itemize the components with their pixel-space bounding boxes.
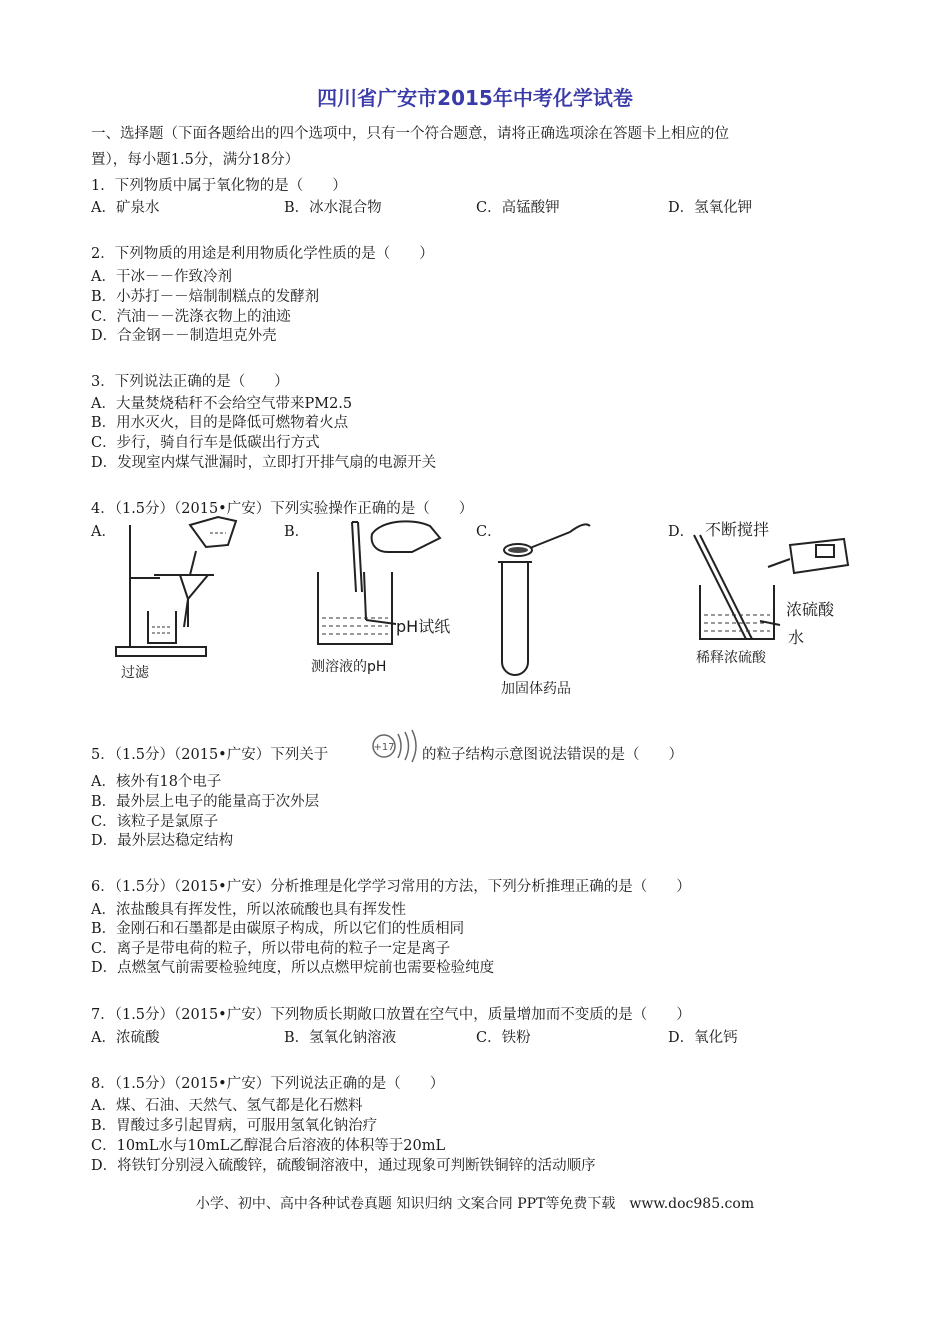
q1-option-c: C．高锰酸钾: [476, 200, 560, 216]
acid-label: 浓硫酸: [786, 600, 835, 619]
q4-caption-c: 加固体药品: [501, 681, 571, 697]
q8-option-c: C．10mL水与10mL乙醇混合后溶液的体积等于20mL: [91, 1138, 446, 1154]
q7-option-d: D．氧化钙: [668, 1030, 738, 1046]
q1-option-d: D．氢氧化钾: [668, 200, 753, 216]
q7-stem: 7．（1.5分）（2015•广安）下列物质长期敞口放置在空气中，质量增加而不变质的是（ ）: [91, 1007, 691, 1023]
filtration-figure: [110, 515, 270, 665]
q3-option-b: B．用水灭火，目的是降低可燃物着火点: [91, 415, 349, 431]
q2-option-d: D．合金钢－－制造坦克外壳: [91, 328, 277, 344]
q2-option-a: A．干冰－－作致冷剂: [91, 269, 232, 285]
section-heading-line1: 一、选择题（下面各题给出的四个选项中，只有一个符合题意，请将正确选项涂在答题卡上相应的位: [91, 126, 729, 142]
q6-option-d: D．点燃氢气前需要检验纯度，所以点燃甲烷前也需要检验纯度: [91, 960, 495, 976]
atom-nucleus-label: +17: [373, 742, 395, 753]
q5-option-b: B．最外层上电子的能量高于次外层: [91, 794, 320, 810]
q8-option-d: D．将铁钉分别浸入硫酸锌，硫酸铜溶液中，通过现象可判断铁铜锌的活动顺序: [91, 1158, 596, 1174]
solid-adding-figure: [498, 512, 618, 677]
q4-option-a-letter: A．: [91, 524, 116, 540]
q2-stem: 2．下列物质的用途是利用物质化学性质的是（ ）: [91, 246, 434, 262]
q7-option-a: A．浓硫酸: [91, 1030, 160, 1046]
q3-option-a: A．大量焚烧秸秆不会给空气带来PM2.5: [91, 396, 353, 412]
q6-option-c: C．离子是带电荷的粒子，所以带电荷的粒子一定是离子: [91, 941, 451, 957]
q3-stem: 3．下列说法正确的是（ ）: [91, 374, 289, 390]
q6-option-a: A．浓盐酸具有挥发性，所以浓硫酸也具有挥发性: [91, 902, 406, 918]
acid-dilution-figure: [694, 535, 864, 645]
q4-option-b-letter: B．: [284, 524, 310, 540]
q8-option-b: B．胃酸过多引起胃病，可服用氢氧化钠治疗: [91, 1118, 378, 1134]
q3-option-c: C．步行，骑自行车是低碳出行方式: [91, 435, 320, 451]
q6-option-b: B．金刚石和石墨都是由碳原子构成，所以它们的性质相同: [91, 921, 465, 937]
q4-caption-b: 测溶液的pH: [311, 659, 387, 675]
q8-stem: 8．（1.5分）（2015•广安）下列说法正确的是（ ）: [91, 1076, 445, 1092]
ph-paper-label: pH试纸: [396, 617, 451, 636]
atom-structure-figure: [370, 726, 422, 766]
q4-caption-a: 过滤: [121, 665, 149, 681]
q4-stem: 4．（1.5分）（2015•广安）下列实验操作正确的是（ ）: [91, 501, 474, 517]
q4-caption-d: 稀释浓硫酸: [696, 650, 766, 666]
q3-option-d: D．发现室内煤气泄漏时，立即打开排气扇的电源开关: [91, 455, 437, 471]
water-label: 水: [788, 628, 805, 647]
q7-option-b: B．氢氧化钠溶液: [284, 1030, 397, 1046]
page-title: 四川省广安市2015年中考化学试卷: [317, 86, 633, 110]
q5-option-d: D．最外层达稳定结构: [91, 833, 234, 849]
q2-option-c: C．汽油－－洗涤衣物上的油迹: [91, 309, 291, 325]
q1-option-a: A．矿泉水: [91, 200, 160, 216]
page-footer: 小学、初中、高中各种试卷真题 知识归纳 文案合同 PPT等免费下载 www.doc985.com: [195, 1196, 755, 1212]
q7-option-c: C．铁粉: [476, 1030, 531, 1046]
stir-label: 不断搅拌: [705, 520, 770, 539]
q5-option-a: A．核外有18个电子: [91, 774, 222, 790]
q5-option-c: C．该粒子是氯原子: [91, 814, 219, 830]
q4-option-d-letter: D．: [668, 524, 695, 540]
q6-stem: 6．（1.5分）（2015•广安）分析推理是化学学习常用的方法，下列分析推理正确的是（ ）: [91, 879, 691, 895]
q8-option-a: A．煤、石油、天然气、氢气都是化石燃料: [91, 1098, 363, 1114]
q2-option-b: B．小苏打－－焙制制糕点的发酵剂: [91, 289, 320, 305]
q5-stem-before: 5．（1.5分）（2015•广安）下列关于: [91, 747, 329, 763]
q1-option-b: B．冰水混合物: [284, 200, 382, 216]
q5-stem-after: 的粒子结构示意图说法错误的是（ ）: [422, 747, 683, 763]
q1-stem: 1．下列物质中属于氧化物的是（ ）: [91, 178, 347, 194]
section-heading-line2: 置），每小题1.5分，满分18分）: [91, 152, 300, 168]
q4-option-c-letter: C．: [476, 524, 502, 540]
